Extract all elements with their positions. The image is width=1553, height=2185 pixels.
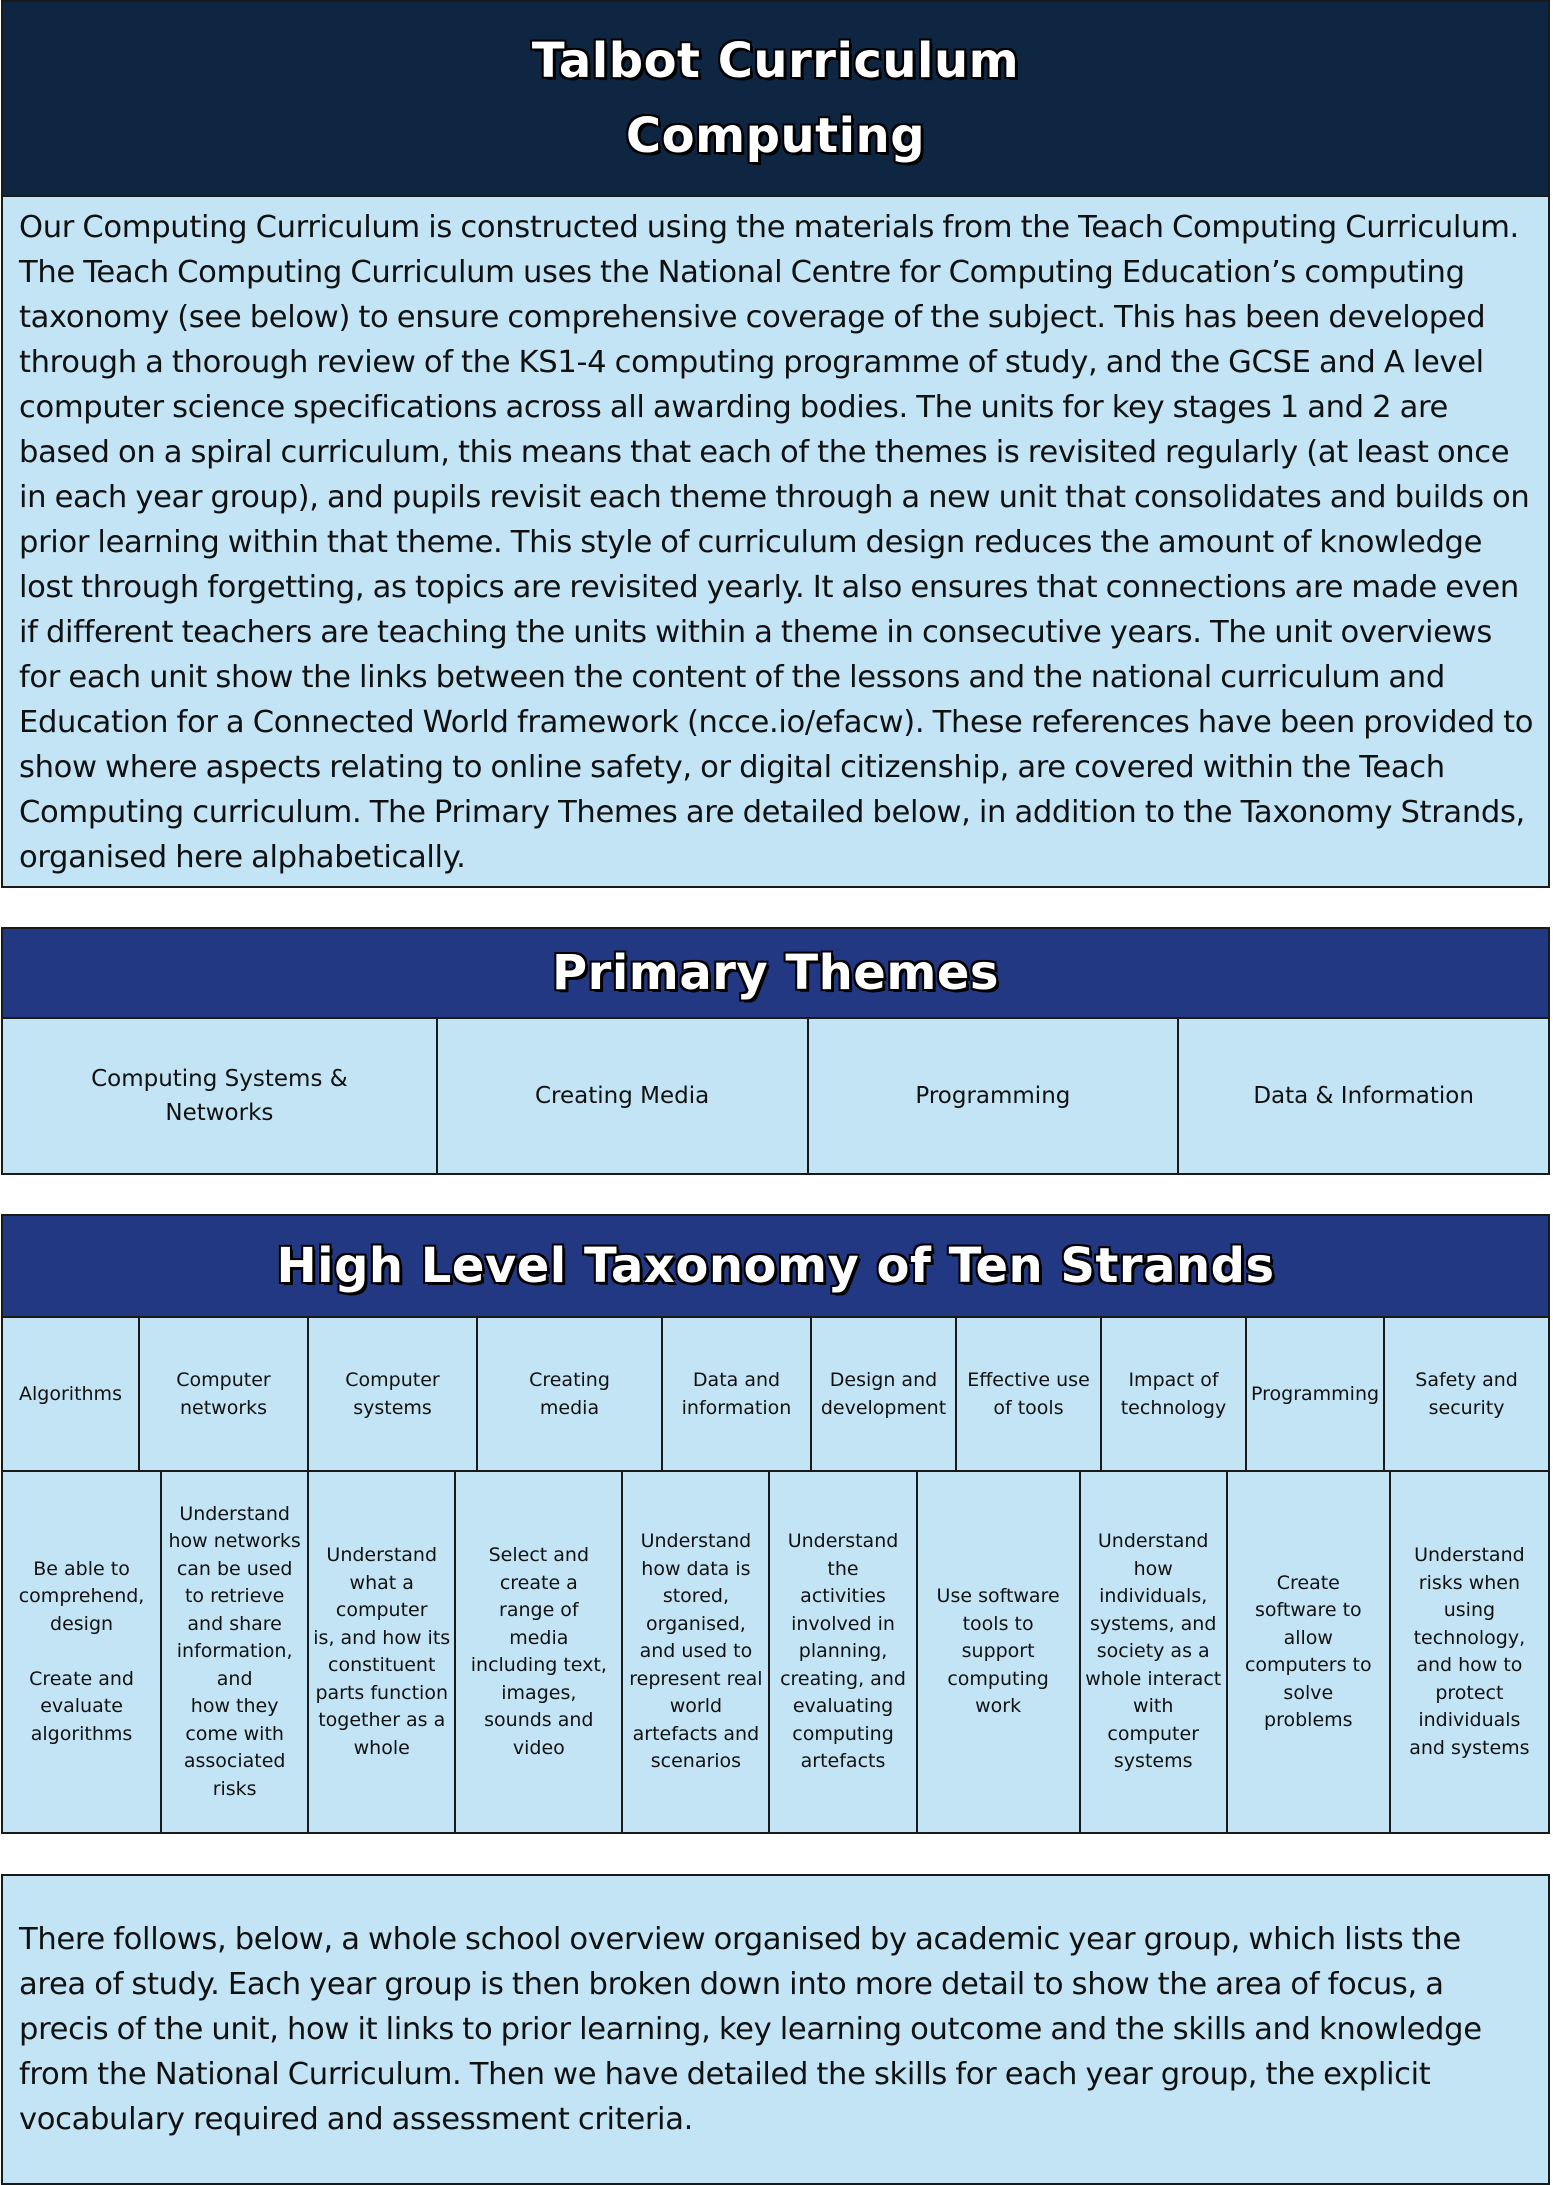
- theme-creating-media: Creating Media: [438, 1019, 809, 1173]
- strand-description: Understand the activities involved in planning, creating, and evaluating computing artefacts: [770, 1472, 917, 1832]
- strand-name: Algorithms: [3, 1318, 140, 1470]
- strand-description: Use software tools to support computing work: [918, 1472, 1081, 1832]
- strand-name: Data and information: [663, 1318, 812, 1470]
- theme-data-information: Data & Information: [1253, 1083, 1474, 1109]
- strand-description: Understand risks when using technology, and how to protect individuals and systems: [1409, 1544, 1530, 1759]
- page-title-line-2: Computing: [625, 108, 926, 164]
- strand-name: Design and development: [812, 1318, 957, 1470]
- taxonomy-table: [1, 1214, 1550, 1834]
- theme-programming: Programming: [809, 1019, 1180, 1173]
- strand-name: Effective use of tools: [957, 1318, 1102, 1470]
- strand-description: Understand how networks can be used to retrieve and share information, and how they come with associated risks: [162, 1472, 309, 1832]
- strand-name: Impact of technology: [1102, 1318, 1247, 1470]
- taxonomy-header: [3, 1216, 1548, 1318]
- title-banner: [1, 0, 1550, 196]
- strand-name: Computer systems: [309, 1318, 478, 1470]
- intro-paragraph: Our Computing Curriculum is constructed using the materials from the Teach Computing Curriculum. The Teach Computing Curriculum uses the National Centre for Computing Education’s computing taxonomy (see below) to ensure comprehensive coverage of the subject. This has been developed through a thorough review of the KS1-4 computing programme of study, and the GCSE and A level computer science specifications across all awarding bodies. The units for key stages 1 and 2 are based on a spiral curriculum, this means that each of the themes is revisited regularly (at least once in each year group), and pupils revisit each theme through a new unit that consolidates and builds on prior learning within that theme. This style of curriculum design reduces the amount of knowledge lost through forgetting, as topics are revisited yearly. It also ensures that connections are made even if different teachers are teaching the units within a theme in consecutive years. The unit overviews for each unit show the links between the content of the lessons and the national curriculum and Education for a Connected World framework (ncce.io/efacw). These references have been provided to show where aspects relating to online safety, or digital citizenship, are covered within the Teach Computing curriculum. The Primary Themes are detailed below, in addition to the Taxonomy Strands, organised here alphabetically.: [19, 210, 1534, 875]
- taxonomy-descriptions-row: [3, 1472, 1548, 1832]
- strand-name: Safety and security: [1415, 1369, 1518, 1419]
- theme-computing-systems-networks: Computing Systems & Networks: [3, 1019, 438, 1173]
- overview-note-paragraph: There follows, below, a whole school overview organised by academic year group, which lists the area of study. Each year group is then broken down into more detail to show the area of focus, a precis of the unit, how it links to prior learning, key learning outcome and the skills and knowledge from the National Curriculum. Then we have detailed the skills for each year group, the explicit vocabulary required and assessment criteria.: [19, 1922, 1482, 2137]
- taxonomy-title: High Level Taxonomy of Ten Strands: [276, 1238, 1275, 1294]
- strand-name: Computer networks: [140, 1318, 309, 1470]
- page-title-line-1: Talbot Curriculum: [531, 33, 1020, 89]
- primary-themes-title: Primary Themes: [552, 945, 999, 1001]
- primary-themes-table: [1, 927, 1550, 1175]
- page-title: [532, 24, 1019, 174]
- strand-description: Understand how data is stored, organised, and used to represent real world artefacts and scenarios: [623, 1472, 770, 1832]
- primary-themes-row: [3, 1019, 1548, 1173]
- primary-themes-header: [3, 929, 1548, 1019]
- strand-name: Programming: [1247, 1318, 1385, 1470]
- strand-description: Create software to allow computers to solve problems: [1228, 1472, 1391, 1832]
- strand-name: Creating media: [478, 1318, 663, 1470]
- overview-note-panel: [1, 1874, 1550, 2185]
- intro-panel: [1, 195, 1550, 888]
- strand-description: Be able to comprehend, design Create and evaluate algorithms: [3, 1472, 162, 1832]
- taxonomy-strand-names-row: [3, 1318, 1548, 1472]
- strand-description: Select and create a range of media including text, images, sounds and video: [456, 1472, 623, 1832]
- strand-description: Understand what a computer is, and how its constituent parts function together as a whole: [309, 1472, 456, 1832]
- strand-description: Understand how individuals, systems, and society as a whole interact with computer systems: [1081, 1472, 1228, 1832]
